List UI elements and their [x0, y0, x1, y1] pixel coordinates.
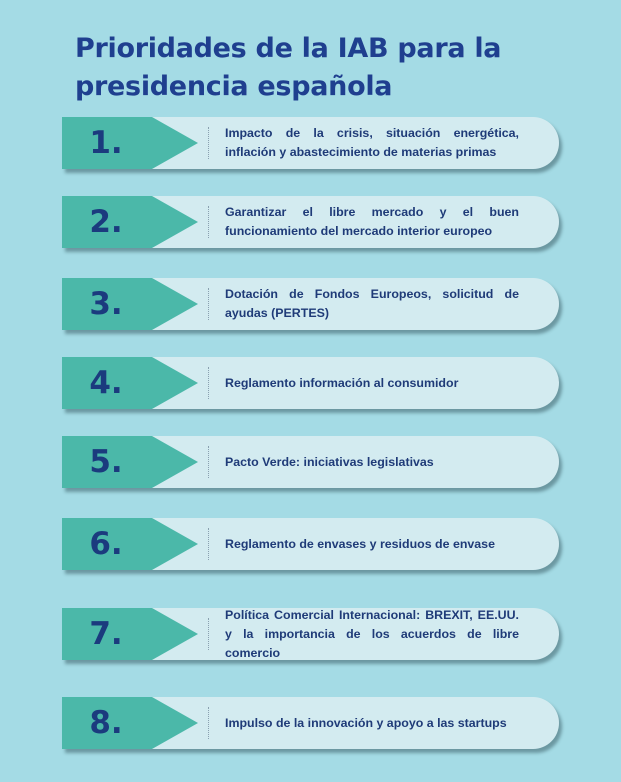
item-number: 6. [89, 526, 123, 562]
dotted-separator [208, 528, 209, 560]
dotted-separator [208, 446, 209, 478]
item-text: Reglamento información al consumidor [225, 375, 459, 390]
item-text: Garantizar el libre mercado y el buen funcionamiento del mercado interior europeo [225, 205, 519, 238]
priority-item-1 [62, 117, 560, 171]
item-number: 4. [89, 365, 123, 401]
dotted-separator [208, 206, 209, 238]
priority-item-3 [62, 278, 560, 332]
item-number: 2. [89, 204, 123, 240]
item-number: 8. [89, 705, 123, 741]
dotted-separator [208, 618, 209, 650]
priority-item-2 [62, 196, 560, 250]
dotted-separator [208, 288, 209, 320]
item-text: Pacto Verde: iniciativas legislativas [225, 454, 434, 469]
item-text: Reglamento de envases y residuos de envase [225, 536, 495, 551]
page-title: Prioridades de la IAB para la presidencia española [75, 33, 502, 102]
dotted-separator [208, 127, 209, 159]
item-number: 3. [89, 286, 123, 322]
priority-item-8 [62, 697, 560, 751]
priority-item-7 [62, 608, 560, 662]
item-number: 5. [89, 444, 123, 480]
item-number: 1. [89, 125, 123, 161]
dotted-separator [208, 367, 209, 399]
item-number: 7. [89, 616, 123, 652]
priority-item-5 [62, 436, 560, 490]
priority-item-4 [62, 357, 560, 411]
item-text: Dotación de Fondos Europeos, solicitud de ayudas (PERTES) [225, 287, 519, 320]
dotted-separator [208, 707, 209, 739]
item-text: Impacto de la crisis, situación energética, inflación y abastecimiento de materias primas [225, 126, 519, 159]
priority-item-6 [62, 518, 560, 572]
item-text: Impulso de la innovación y apoyo a las startups [225, 715, 507, 730]
item-text: Política Comercial Internacional: BREXIT, EE.UU. y la importancia de los acuerdos de libre comercio [225, 607, 519, 660]
